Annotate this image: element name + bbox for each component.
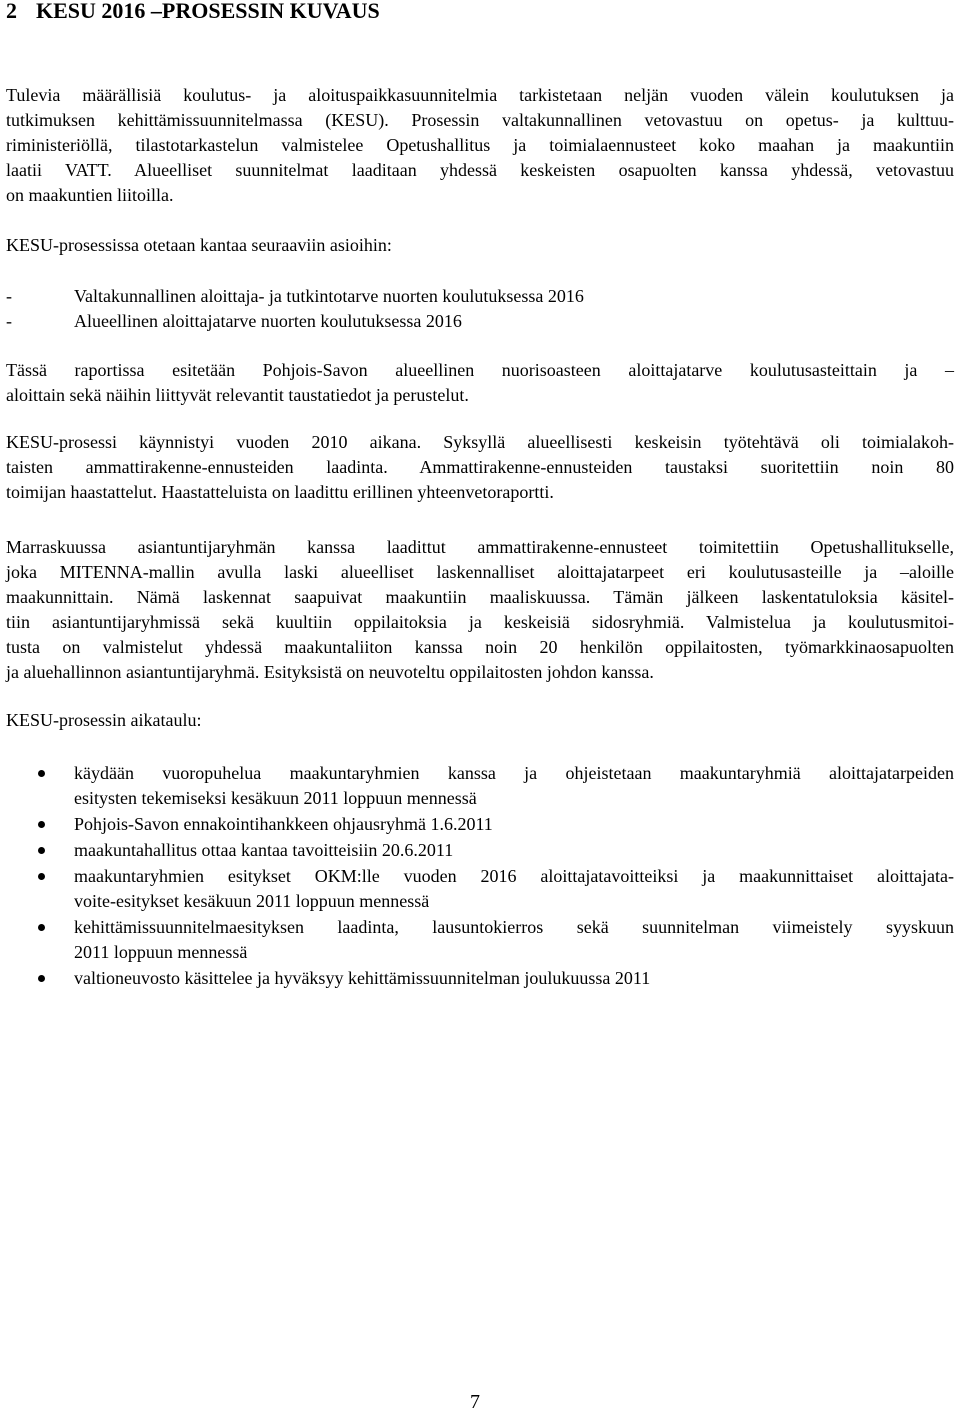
text-line: Tässä raportissa esitetään Pohjois-Savon alueellinen nuorisoasteen aloittajatarve koulutusasteittain ja – bbox=[6, 360, 954, 380]
list-item-text: valtioneuvosto käsittelee ja hyväksyy kehittämissuunnitelman joulukuussa 2011 bbox=[74, 968, 651, 988]
text-line: tiin asiantuntijaryhmissä sekä kuultiin oppilaitoksia ja keskeisiä sidosryhmiä. Valmistelua ja koulutusmitoi- bbox=[6, 612, 954, 632]
list-item-text: 2011 loppuun mennessä bbox=[74, 942, 248, 962]
list-item-text: Pohjois-Savon ennakointihankkeen ohjausryhmä 1.6.2011 bbox=[74, 814, 493, 834]
section-number: 2 bbox=[6, 0, 17, 23]
list-item bbox=[6, 761, 954, 811]
list-item-text: maakuntaryhmien esitykset OKM:lle vuoden 2016 aloittajatavoitteiksi ja maakunnittaiset aloittajata- bbox=[74, 866, 954, 886]
list-item bbox=[6, 864, 954, 914]
text-line: Tulevia määrällisiä koulutus- ja aloituspaikkasuunnitelmia tarkistetaan neljän vuoden välein koulutuksen ja bbox=[6, 85, 954, 105]
list-item-text: maakuntahallitus ottaa kantaa tavoitteisiin 20.6.2011 bbox=[74, 840, 454, 860]
text-line: tutkimuksen kehittämissuunnitelmassa (KESU). Prosessin valtakunnallinen vetovastuu on opetus- ja kulttuu- bbox=[6, 110, 954, 130]
text-line: ja aluehallinnon asiantuntijaryhmä. Esityksistä on neuvoteltu oppilaitosten johdon kanssa. bbox=[6, 662, 654, 682]
paragraph-forecasts bbox=[6, 535, 954, 685]
topics-list bbox=[6, 284, 954, 334]
text-line: maakunnittain. Nämä laskennat saapuivat maakuntiin maaliskuussa. Tämän jälkeen laskentatuloksia käsitel- bbox=[6, 587, 954, 607]
bullet-icon bbox=[38, 821, 45, 828]
list-item-text: esitysten tekemiseksi kesäkuun 2011 loppuun mennessä bbox=[74, 788, 477, 808]
page-number: 7 bbox=[470, 1391, 480, 1413]
list-item bbox=[6, 284, 954, 309]
list-item bbox=[6, 915, 954, 965]
text-line: taisten ammattirakenne-ennusteiden laadinta. Ammattirakenne-ennusteiden taustaksi suoritettiin noin 80 bbox=[6, 457, 954, 477]
paragraph-intro bbox=[6, 83, 954, 208]
list-item-text: Alueellinen aloittajatarve nuorten koulutuksessa 2016 bbox=[74, 311, 462, 331]
paragraph-topics-intro bbox=[6, 233, 954, 258]
text-line: laatii VATT. Alueelliset suunnitelmat laaditaan yhdessä keskeisten osapuolten kanssa yhdessä, vetovastuu bbox=[6, 160, 954, 180]
text-line: KESU-prosessin aikataulu: bbox=[6, 710, 202, 730]
text-line: toimijan haastattelut. Haastatteluista on laadittu erillinen yhteenvetoraportti. bbox=[6, 482, 554, 502]
bullet-icon bbox=[38, 924, 45, 931]
paragraph-schedule-intro bbox=[6, 708, 954, 733]
paragraph-process-start bbox=[6, 430, 954, 505]
list-item-text: Valtakunnallinen aloittaja- ja tutkintotarve nuorten koulutuksessa 2016 bbox=[74, 286, 584, 306]
text-line: KESU-prosessissa otetaan kantaa seuraaviin asioihin: bbox=[6, 235, 392, 255]
text-line: joka MITENNA-mallin avulla laski alueelliset laskennalliset aloittajatarpeet eri koulutusasteille ja –aloille bbox=[6, 562, 954, 582]
bullet-icon bbox=[38, 873, 45, 880]
schedule-list bbox=[6, 761, 954, 992]
text-line: Marraskuussa asiantuntijaryhmän kanssa laadittut ammattirakenne-ennusteet toimitettiin Opetushallitukselle, bbox=[6, 537, 954, 557]
list-item bbox=[6, 309, 954, 334]
dash-marker: - bbox=[6, 311, 12, 331]
list-item bbox=[6, 838, 954, 863]
paragraph-report-scope bbox=[6, 358, 954, 408]
text-line: KESU-prosessi käynnistyi vuoden 2010 aikana. Syksyllä alueellisesti keskeisin työtehtävä oli toimialakoh- bbox=[6, 432, 954, 452]
text-line: aloittain sekä näihin liittyvät relevantit taustatiedot ja perustelut. bbox=[6, 385, 469, 405]
list-item-text: kehittämissuunnitelmaesityksen laadinta, lausuntokierros sekä suunnitelman viimeistely syyskuun bbox=[74, 917, 954, 937]
bullet-icon bbox=[38, 847, 45, 854]
text-line: tusta on valmistelut yhdessä maakuntaliiton kanssa noin 20 henkilön oppilaitosten, työmarkkinaosapuolten bbox=[6, 637, 954, 657]
bullet-icon bbox=[38, 770, 45, 777]
list-item-text: käydään vuoropuhelua maakuntaryhmien kanssa ja ohjeistetaan maakuntaryhmiä aloittajatarpeiden bbox=[74, 763, 954, 783]
list-item bbox=[6, 966, 954, 991]
text-line: riministeriöllä, tilastotarkastelun valmistelee Opetushallitus ja toimialaennusteet koko maahan ja maakuntiin bbox=[6, 135, 954, 155]
list-item-text: voite-esitykset kesäkuun 2011 loppuun mennessä bbox=[74, 891, 430, 911]
section-title: KESU 2016 –PROSESSIN KUVAUS bbox=[36, 0, 380, 23]
section-heading bbox=[6, 0, 380, 24]
bullet-icon bbox=[38, 975, 45, 982]
text-line: on maakuntien liitoilla. bbox=[6, 185, 174, 205]
list-item bbox=[6, 812, 954, 837]
dash-marker: - bbox=[6, 286, 12, 306]
